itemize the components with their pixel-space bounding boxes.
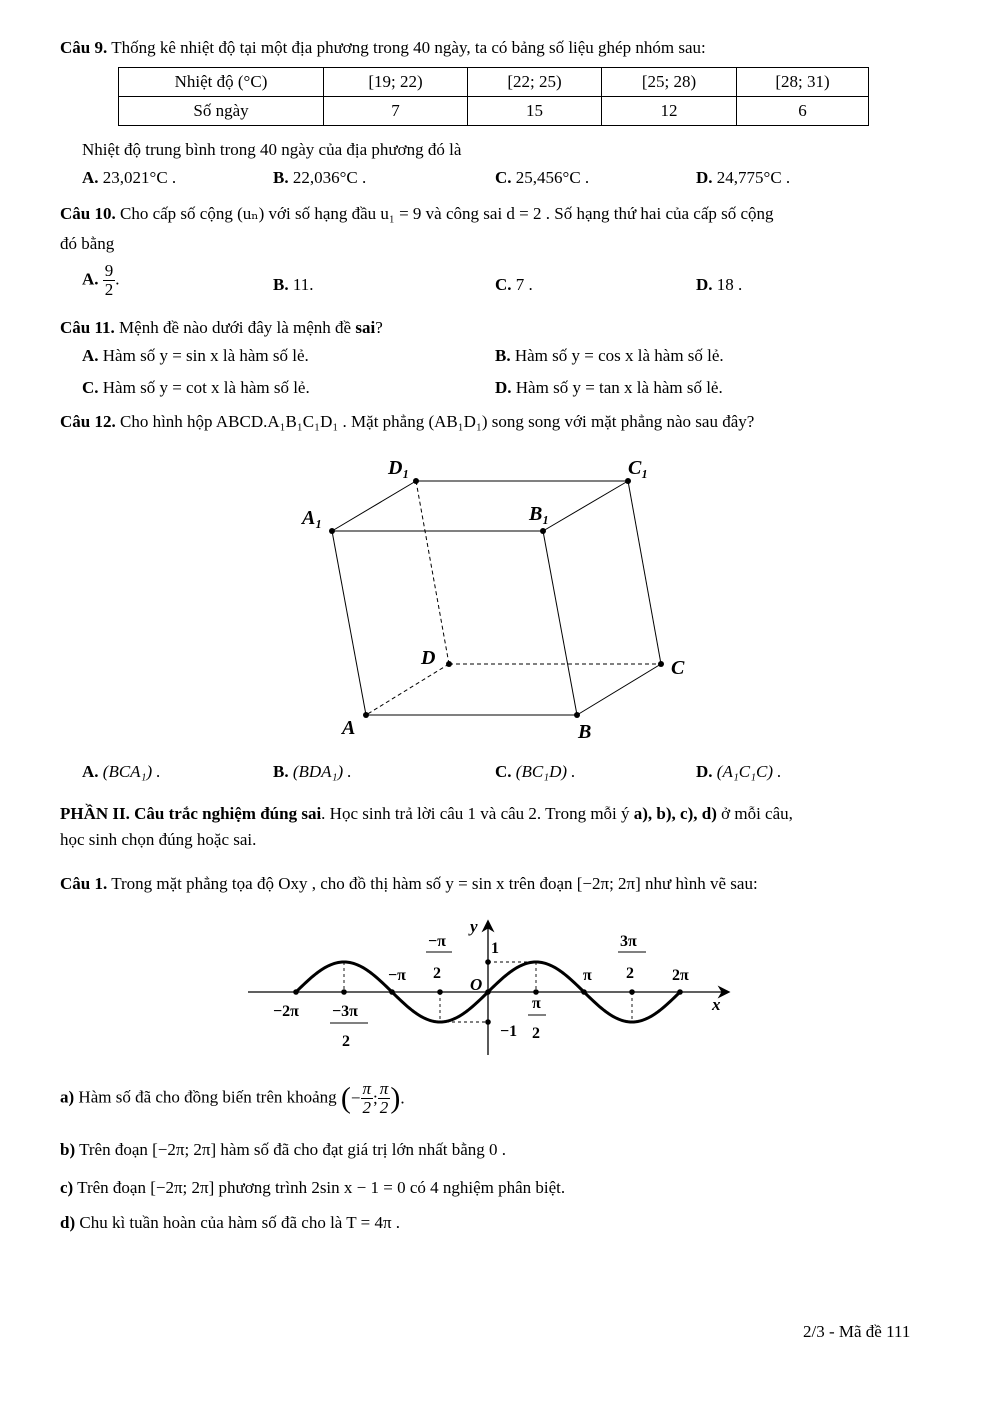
option-label: C. (495, 168, 512, 187)
label-pi-2-den: 2 (532, 1025, 540, 1042)
point-pi (581, 989, 587, 995)
statement-label: c) (60, 1178, 74, 1197)
paren-left: ( (340, 1081, 351, 1115)
statement-c (60, 1178, 565, 1198)
table-cell: [25; 28) (602, 68, 737, 97)
option-label: D. (696, 762, 713, 781)
option-text: (BCA₁) . (102, 762, 161, 781)
option-text: 7 . (515, 275, 533, 294)
part-2-question-1-text: Trong mặt phẳng tọa độ Oxy , cho đồ thị hàm số y = sin x trên đoạn [−2π; 2π] như hình vẽ sau: (111, 874, 758, 893)
denominator: 2 (104, 279, 114, 299)
option-label: C. (82, 378, 99, 397)
y-axis-label: y (470, 917, 478, 936)
label-minus-one: −1 (500, 1023, 518, 1040)
label-c1: C₁ (628, 457, 649, 479)
option-label: D. (696, 168, 713, 187)
statement-text: Chu kì tuần hoàn của hàm số đã cho là T = 4π . (79, 1213, 401, 1232)
table-cell: [28; 31) (737, 68, 869, 97)
fraction (378, 1080, 391, 1117)
option-a[interactable]: A. $\frac{9}{2}$ . (82, 261, 120, 299)
point-neg-2pi (293, 989, 299, 995)
fraction (361, 1080, 374, 1117)
question-11-text: Mệnh đề nào dưới đây là mệnh đề (119, 318, 352, 337)
denominator: 2 (379, 1097, 389, 1117)
part-2-items: a), b), c), d) (633, 804, 717, 823)
table-cell: 15 (468, 97, 602, 126)
option-text: 18 . (716, 275, 743, 294)
point-2pi (677, 989, 683, 995)
label-pi: π (583, 967, 592, 984)
label-d1: D₁ (388, 457, 410, 479)
question-9-prompt: Nhiệt độ trung bình trong 40 ngày của địa phương đó là (82, 140, 462, 159)
label-neg-2pi: −2π (273, 1003, 299, 1020)
label-neg-3pi-2-num: −3π (332, 1003, 358, 1020)
label-b: B (578, 721, 592, 743)
question-9-title: Câu 9. (60, 38, 108, 57)
option-label: B. (273, 275, 289, 294)
label-2pi: 2π (672, 967, 689, 984)
part-2-question-1-title: Câu 1. (60, 874, 108, 893)
table-cell: [19; 22) (324, 68, 468, 97)
option-text: (BDA₁) . (292, 762, 352, 781)
statement-label: a) (60, 1087, 75, 1107)
option-label: A. (82, 269, 99, 289)
statement-d (60, 1213, 400, 1233)
table-cell: 7 (324, 97, 468, 126)
option-text: Hàm số y = sin x là hàm số lẻ. (102, 346, 309, 365)
label-a: A (342, 717, 356, 739)
part-2-title: PHẦN II. Câu trắc nghiệm đúng sai (60, 804, 322, 823)
option-text: (A₁C₁C) . (716, 762, 782, 781)
statement-text: Trên đoạn [−2π; 2π] phương trình 2sin x − 1 = 0 có 4 nghiệm phân biệt. (77, 1178, 566, 1197)
statement-label: d) (60, 1213, 76, 1232)
table-cell: Nhiệt độ (°C) (119, 68, 324, 97)
statement-label: b) (60, 1140, 76, 1159)
label-c: C (671, 657, 685, 679)
option-text: 11. (292, 275, 314, 294)
page-footer: 2/3 - Mã đề 111 (803, 1322, 911, 1341)
option-label: B. (273, 168, 289, 187)
question-11-emphasis: sai (355, 318, 376, 337)
statement-text: Trên đoạn [−2π; 2π] hàm số đã cho đạt giá trị lớn nhất bằng 0 . (79, 1140, 507, 1159)
option-label: C. (495, 275, 512, 294)
denominator: 2 (362, 1097, 372, 1117)
part-2-line-2: học sinh chọn đúng hoặc sai. (60, 830, 257, 849)
numerator: 9 (104, 261, 114, 280)
question-12-text: Cho hình hộp ABCD.A₁B₁C₁D₁ . Mặt phẳng (AB₁D₁) song song với mặt phẳng nào sau đây? (119, 412, 755, 431)
label-d: D (421, 647, 436, 669)
option-label: D. (696, 275, 713, 294)
point-neg-pi-2 (437, 989, 443, 995)
numerator: π (379, 1079, 389, 1098)
label-3pi-2-den: 2 (626, 965, 634, 982)
point-neg-pi (389, 989, 395, 995)
table-cell: Số ngày (119, 97, 324, 126)
question-11-title: Câu 11. (60, 318, 115, 337)
option-text: Hàm số y = tan x là hàm số lẻ. (515, 378, 723, 397)
option-label: A. (82, 346, 99, 365)
label-neg-3pi-2-den: 2 (342, 1033, 350, 1050)
label-neg-pi-2-den: 2 (433, 965, 441, 982)
option-label: A. (82, 168, 99, 187)
label-a1: A₁ (302, 507, 323, 529)
question-10-title: Câu 10. (60, 204, 116, 223)
question-10-text-line2: đó bằng (60, 234, 115, 253)
label-neg-pi: −π (388, 967, 406, 984)
numerator: π (362, 1079, 372, 1098)
table-cell: [22; 25) (468, 68, 602, 97)
table-cell: 6 (737, 97, 869, 126)
option-text: 25,456°C . (515, 168, 590, 187)
table-cell: 12 (602, 97, 737, 126)
option-label: C. (495, 762, 512, 781)
point-neg-3pi-2 (341, 989, 347, 995)
option-label: B. (495, 346, 511, 365)
question-11-end: ? (375, 318, 383, 337)
label-one: 1 (491, 940, 499, 957)
statement-text: Hàm số đã cho đồng biến trên khoảng (78, 1087, 337, 1107)
label-pi-2-num: π (532, 995, 541, 1012)
option-label: D. (495, 378, 512, 397)
option-text: (BC₁D) . (515, 762, 576, 781)
part-2-text-end: ở mỗi câu, (721, 804, 793, 823)
question-10-text: Cho cấp số cộng (uₙ) với số hạng đầu u₁ = 9 và công sai d = 2 . Số hạng thứ hai của cấp số cộng (119, 204, 774, 223)
option-label: B. (273, 762, 289, 781)
option-text: Hàm số y = cot x là hàm số lẻ. (102, 378, 310, 397)
origin-label: O (470, 975, 483, 994)
point-y-neg-1 (485, 1019, 491, 1025)
label-neg-pi-2-num: −π (428, 933, 446, 950)
paren-right: ) (390, 1081, 401, 1115)
option-text: 24,775°C . (716, 168, 791, 187)
x-axis-label: x (712, 995, 721, 1014)
point-y-1 (485, 959, 491, 965)
option-text: 23,021°C . (102, 168, 177, 187)
question-9-text: Thống kê nhiệt độ tại một địa phương trong 40 ngày, ta có bảng số liệu ghép nhóm sau: (111, 38, 706, 57)
label-b1: B₁ (529, 503, 550, 525)
question-12-title: Câu 12. (60, 412, 116, 431)
point-3pi-2 (629, 989, 635, 995)
point-pi-2 (533, 989, 539, 995)
statement-a: a) Hàm số đã cho đồng biến trên khoảng (− $\frac{\pi}{2}$ ; $\frac{\pi}{2}$ ). (60, 1079, 405, 1117)
option-label: A. (82, 762, 99, 781)
label-3pi-2-num: 3π (620, 933, 637, 950)
part-2-text: . Học sinh trả lời câu 1 và câu 2. Trong mỗi ý (321, 804, 630, 823)
option-text: 22,036°C . (292, 168, 367, 187)
statement-b (60, 1140, 506, 1160)
point-origin (485, 989, 491, 995)
option-text: Hàm số y = cos x là hàm số lẻ. (514, 346, 724, 365)
